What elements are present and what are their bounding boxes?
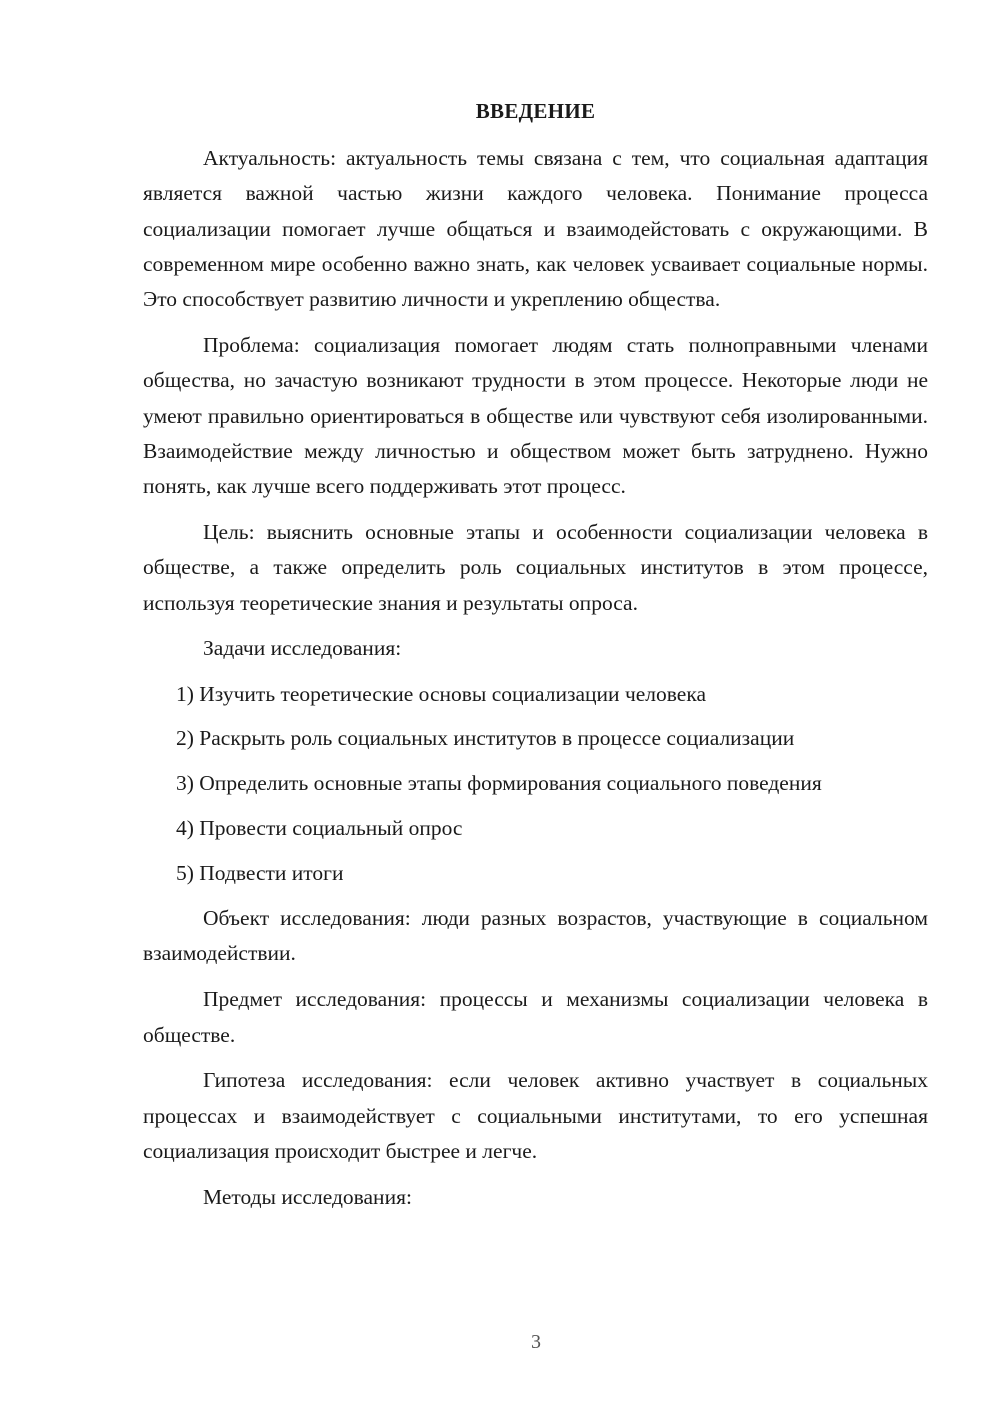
list-item: 1) Изучить теоретические основы социализации человека	[176, 681, 707, 706]
tasks-title: Задачи исследования:	[203, 636, 402, 661]
page-title: ВВЕДЕНИЕ	[475, 99, 596, 123]
list-item: 5) Подвести итоги	[176, 860, 344, 885]
paragraph-hypothesis: Гипотеза исследования: если человек активно участвует в социальных процессах и взаимодействует с социальными институтами, то его успешная социализация происходит быстрее и легче.	[143, 1068, 928, 1163]
paragraph-subject: Предмет исследования: процессы и механизмы социализации человека в обществе.	[143, 987, 928, 1047]
paragraph-methods: Методы исследования:	[203, 1184, 412, 1209]
list-item: 3) Определить основные этапы формирования социального поведения	[176, 771, 822, 796]
list-item: 2) Раскрыть роль социальных институтов в процессе социализации	[176, 726, 795, 751]
paragraph-goal: Цель: выяснить основные этапы и особенности социализации человека в обществе, а также определить роль социальных институтов в этом процессе, используя теоретические знания и результаты опроса.	[143, 519, 928, 615]
paragraph-object: Объект исследования: люди разных возрастов, участвующие в социальном взаимодействии.	[143, 906, 928, 966]
page-number: 3	[531, 1331, 541, 1353]
document-page	[143, 93, 928, 1226]
list-item: 4) Провести социальный опрос	[176, 816, 463, 841]
task-list	[143, 677, 928, 891]
paragraph-problem: Проблема: социализация помогает людям стать полноправными членами общества, но зачастую возникают трудности в этом процессе. Некоторые люди не умеют правильно ориентироваться в обществе или чувствуют себя изолированными. Взаимодействие между личностью и обществом может быть затруднено. Нужно понять, как лучше всего поддерживать этот процесс.	[143, 332, 928, 499]
paragraph-relevance: Актуальность: актуальность темы связана с тем, что социальная адаптация является важной частью жизни каждого человека. Понимание процесса социализации помогает лучше общаться и взаимодейстовать с окружающими. В современном мире особенно важно знать, как человек усваивает социальные нормы. Это способствует развитию личности и укреплению общества.	[143, 146, 928, 312]
